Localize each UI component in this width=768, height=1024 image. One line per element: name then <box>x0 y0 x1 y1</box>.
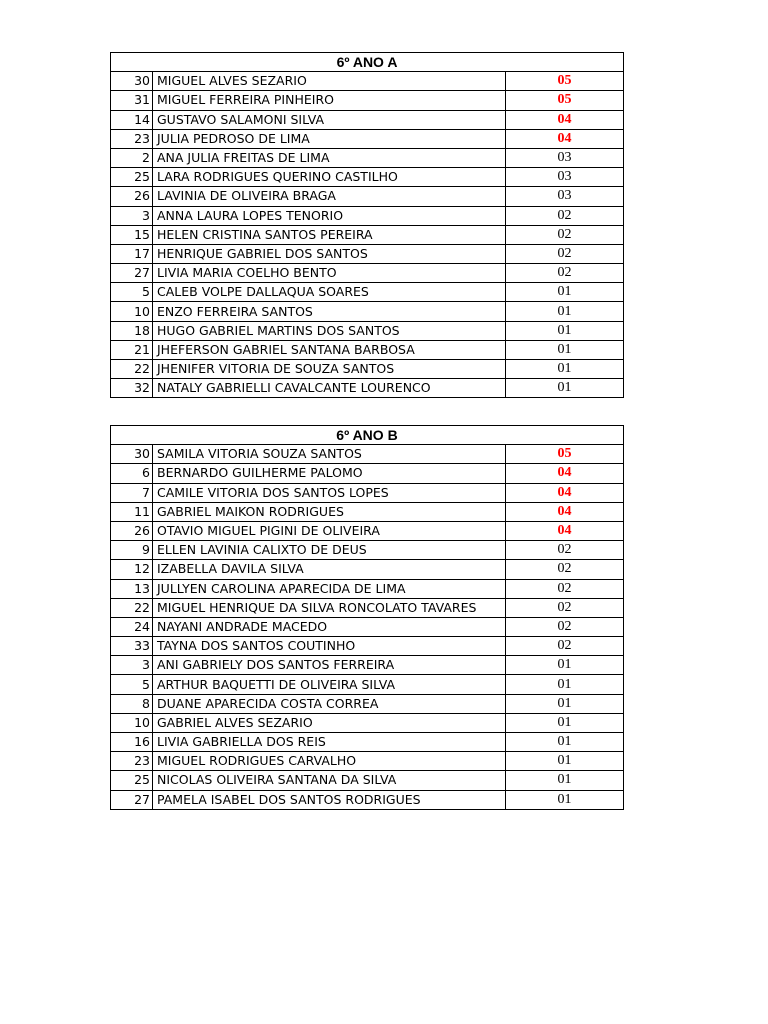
student-score: 01 <box>506 790 624 809</box>
student-name: CALEB VOLPE DALLAQUA SOARES <box>153 283 506 302</box>
student-name: HENRIQUE GABRIEL DOS SANTOS <box>153 244 506 263</box>
student-name: DUANE APARECIDA COSTA CORREA <box>153 694 506 713</box>
table-row <box>111 187 624 206</box>
student-score: 05 <box>506 91 624 110</box>
table-row <box>111 502 624 521</box>
student-score: 01 <box>506 283 624 302</box>
student-number: 5 <box>111 675 153 694</box>
student-name: LARA RODRIGUES QUERINO CASTILHO <box>153 168 506 187</box>
class-a-header-row <box>111 53 624 72</box>
student-name: JULIA PEDROSO DE LIMA <box>153 129 506 148</box>
student-number: 12 <box>111 560 153 579</box>
student-name: HELEN CRISTINA SANTOS PEREIRA <box>153 225 506 244</box>
table-row <box>111 72 624 91</box>
student-score: 04 <box>506 110 624 129</box>
student-name: MIGUEL FERREIRA PINHEIRO <box>153 91 506 110</box>
student-number: 32 <box>111 379 153 398</box>
table-row <box>111 733 624 752</box>
student-score: 02 <box>506 560 624 579</box>
student-number: 8 <box>111 694 153 713</box>
student-score: 04 <box>506 521 624 540</box>
student-number: 23 <box>111 129 153 148</box>
student-score: 01 <box>506 771 624 790</box>
student-name: ANA JULIA FREITAS DE LIMA <box>153 148 506 167</box>
student-number: 26 <box>111 521 153 540</box>
student-number: 25 <box>111 168 153 187</box>
student-score: 02 <box>506 637 624 656</box>
student-score: 05 <box>506 72 624 91</box>
table-row <box>111 206 624 225</box>
student-number: 3 <box>111 656 153 675</box>
student-score: 01 <box>506 694 624 713</box>
student-score: 04 <box>506 464 624 483</box>
student-name: BERNARDO GUILHERME PALOMO <box>153 464 506 483</box>
student-name: JHEFERSON GABRIEL SANTANA BARBOSA <box>153 340 506 359</box>
student-name: CAMILE VITORIA DOS SANTOS LOPES <box>153 483 506 502</box>
student-name: JHENIFER VITORIA DE SOUZA SANTOS <box>153 360 506 379</box>
table-row <box>111 694 624 713</box>
class-a-body <box>111 72 624 398</box>
table-row <box>111 264 624 283</box>
student-score: 04 <box>506 483 624 502</box>
table-row <box>111 675 624 694</box>
student-name: ANI GABRIELY DOS SANTOS FERREIRA <box>153 656 506 675</box>
table-row <box>111 656 624 675</box>
student-number: 2 <box>111 148 153 167</box>
table-row <box>111 579 624 598</box>
student-number: 27 <box>111 790 153 809</box>
table-row <box>111 321 624 340</box>
student-score: 02 <box>506 579 624 598</box>
table-row <box>111 445 624 464</box>
student-score: 01 <box>506 302 624 321</box>
student-score: 02 <box>506 206 624 225</box>
student-score: 01 <box>506 733 624 752</box>
student-number: 24 <box>111 617 153 636</box>
student-score: 04 <box>506 502 624 521</box>
table-row <box>111 225 624 244</box>
student-number: 18 <box>111 321 153 340</box>
student-name: MIGUEL RODRIGUES CARVALHO <box>153 752 506 771</box>
table-row <box>111 771 624 790</box>
student-name: PAMELA ISABEL DOS SANTOS RODRIGUES <box>153 790 506 809</box>
student-number: 5 <box>111 283 153 302</box>
table-row <box>111 148 624 167</box>
student-number: 10 <box>111 302 153 321</box>
table-row <box>111 713 624 732</box>
table-row <box>111 110 624 129</box>
table-row <box>111 483 624 502</box>
student-name: OTAVIO MIGUEL PIGINI DE OLIVEIRA <box>153 521 506 540</box>
class-b-header-row <box>111 426 624 445</box>
student-name: HUGO GABRIEL MARTINS DOS SANTOS <box>153 321 506 340</box>
student-name: GUSTAVO SALAMONI SILVA <box>153 110 506 129</box>
table-row <box>111 521 624 540</box>
student-score: 01 <box>506 321 624 340</box>
student-score: 02 <box>506 617 624 636</box>
student-number: 21 <box>111 340 153 359</box>
table-row <box>111 360 624 379</box>
table-row <box>111 91 624 110</box>
student-score: 03 <box>506 187 624 206</box>
table-row <box>111 598 624 617</box>
student-score: 03 <box>506 148 624 167</box>
table-row <box>111 244 624 263</box>
student-score: 01 <box>506 752 624 771</box>
student-number: 30 <box>111 445 153 464</box>
student-score: 04 <box>506 129 624 148</box>
student-number: 23 <box>111 752 153 771</box>
student-name: ENZO FERREIRA SANTOS <box>153 302 506 321</box>
student-number: 6 <box>111 464 153 483</box>
student-number: 7 <box>111 483 153 502</box>
student-number: 15 <box>111 225 153 244</box>
student-name: ARTHUR BAQUETTI DE OLIVEIRA SILVA <box>153 675 506 694</box>
student-name: MIGUEL ALVES SEZARIO <box>153 72 506 91</box>
student-score: 01 <box>506 713 624 732</box>
student-name: IZABELLA DAVILA SILVA <box>153 560 506 579</box>
student-score: 02 <box>506 244 624 263</box>
student-number: 3 <box>111 206 153 225</box>
table-row <box>111 637 624 656</box>
student-score: 03 <box>506 168 624 187</box>
table-row <box>111 379 624 398</box>
student-name: GABRIEL MAIKON RODRIGUES <box>153 502 506 521</box>
student-number: 25 <box>111 771 153 790</box>
student-score: 01 <box>506 360 624 379</box>
student-name: ANNA LAURA LOPES TENORIO <box>153 206 506 225</box>
student-score: 02 <box>506 264 624 283</box>
student-name: NICOLAS OLIVEIRA SANTANA DA SILVA <box>153 771 506 790</box>
student-score: 02 <box>506 225 624 244</box>
student-name: MIGUEL HENRIQUE DA SILVA RONCOLATO TAVARES <box>153 598 506 617</box>
student-score: 05 <box>506 445 624 464</box>
student-number: 9 <box>111 541 153 560</box>
student-name: LIVIA MARIA COELHO BENTO <box>153 264 506 283</box>
student-name: NATALY GABRIELLI CAVALCANTE LOURENCO <box>153 379 506 398</box>
student-name: JULLYEN CAROLINA APARECIDA DE LIMA <box>153 579 506 598</box>
student-number: 26 <box>111 187 153 206</box>
student-number: 30 <box>111 72 153 91</box>
table-row <box>111 129 624 148</box>
student-number: 16 <box>111 733 153 752</box>
student-number: 11 <box>111 502 153 521</box>
student-number: 31 <box>111 91 153 110</box>
class-b-table <box>110 425 624 810</box>
student-score: 01 <box>506 340 624 359</box>
student-score: 01 <box>506 656 624 675</box>
student-number: 10 <box>111 713 153 732</box>
class-a-table <box>110 52 624 398</box>
student-number: 17 <box>111 244 153 263</box>
student-number: 22 <box>111 360 153 379</box>
student-number: 33 <box>111 637 153 656</box>
table-row <box>111 560 624 579</box>
table-row <box>111 752 624 771</box>
student-name: ELLEN LAVINIA CALIXTO DE DEUS <box>153 541 506 560</box>
student-name: GABRIEL ALVES SEZARIO <box>153 713 506 732</box>
student-score: 02 <box>506 598 624 617</box>
student-name: NAYANI ANDRADE MACEDO <box>153 617 506 636</box>
student-number: 27 <box>111 264 153 283</box>
student-number: 13 <box>111 579 153 598</box>
table-row <box>111 617 624 636</box>
student-number: 14 <box>111 110 153 129</box>
student-name: SAMILA VITORIA SOUZA SANTOS <box>153 445 506 464</box>
table-row <box>111 340 624 359</box>
class-b-body <box>111 445 624 810</box>
table-row <box>111 168 624 187</box>
student-name: LIVIA GABRIELLA DOS REIS <box>153 733 506 752</box>
student-score: 02 <box>506 541 624 560</box>
table-row <box>111 541 624 560</box>
student-name: LAVINIA DE OLIVEIRA BRAGA <box>153 187 506 206</box>
table-row <box>111 790 624 809</box>
student-name: TAYNA DOS SANTOS COUTINHO <box>153 637 506 656</box>
class-b-title: 6º ANO B <box>111 426 624 445</box>
class-a-title: 6º ANO A <box>111 53 624 72</box>
student-number: 22 <box>111 598 153 617</box>
table-row <box>111 283 624 302</box>
table-row <box>111 464 624 483</box>
student-score: 01 <box>506 675 624 694</box>
student-score: 01 <box>506 379 624 398</box>
table-row <box>111 302 624 321</box>
